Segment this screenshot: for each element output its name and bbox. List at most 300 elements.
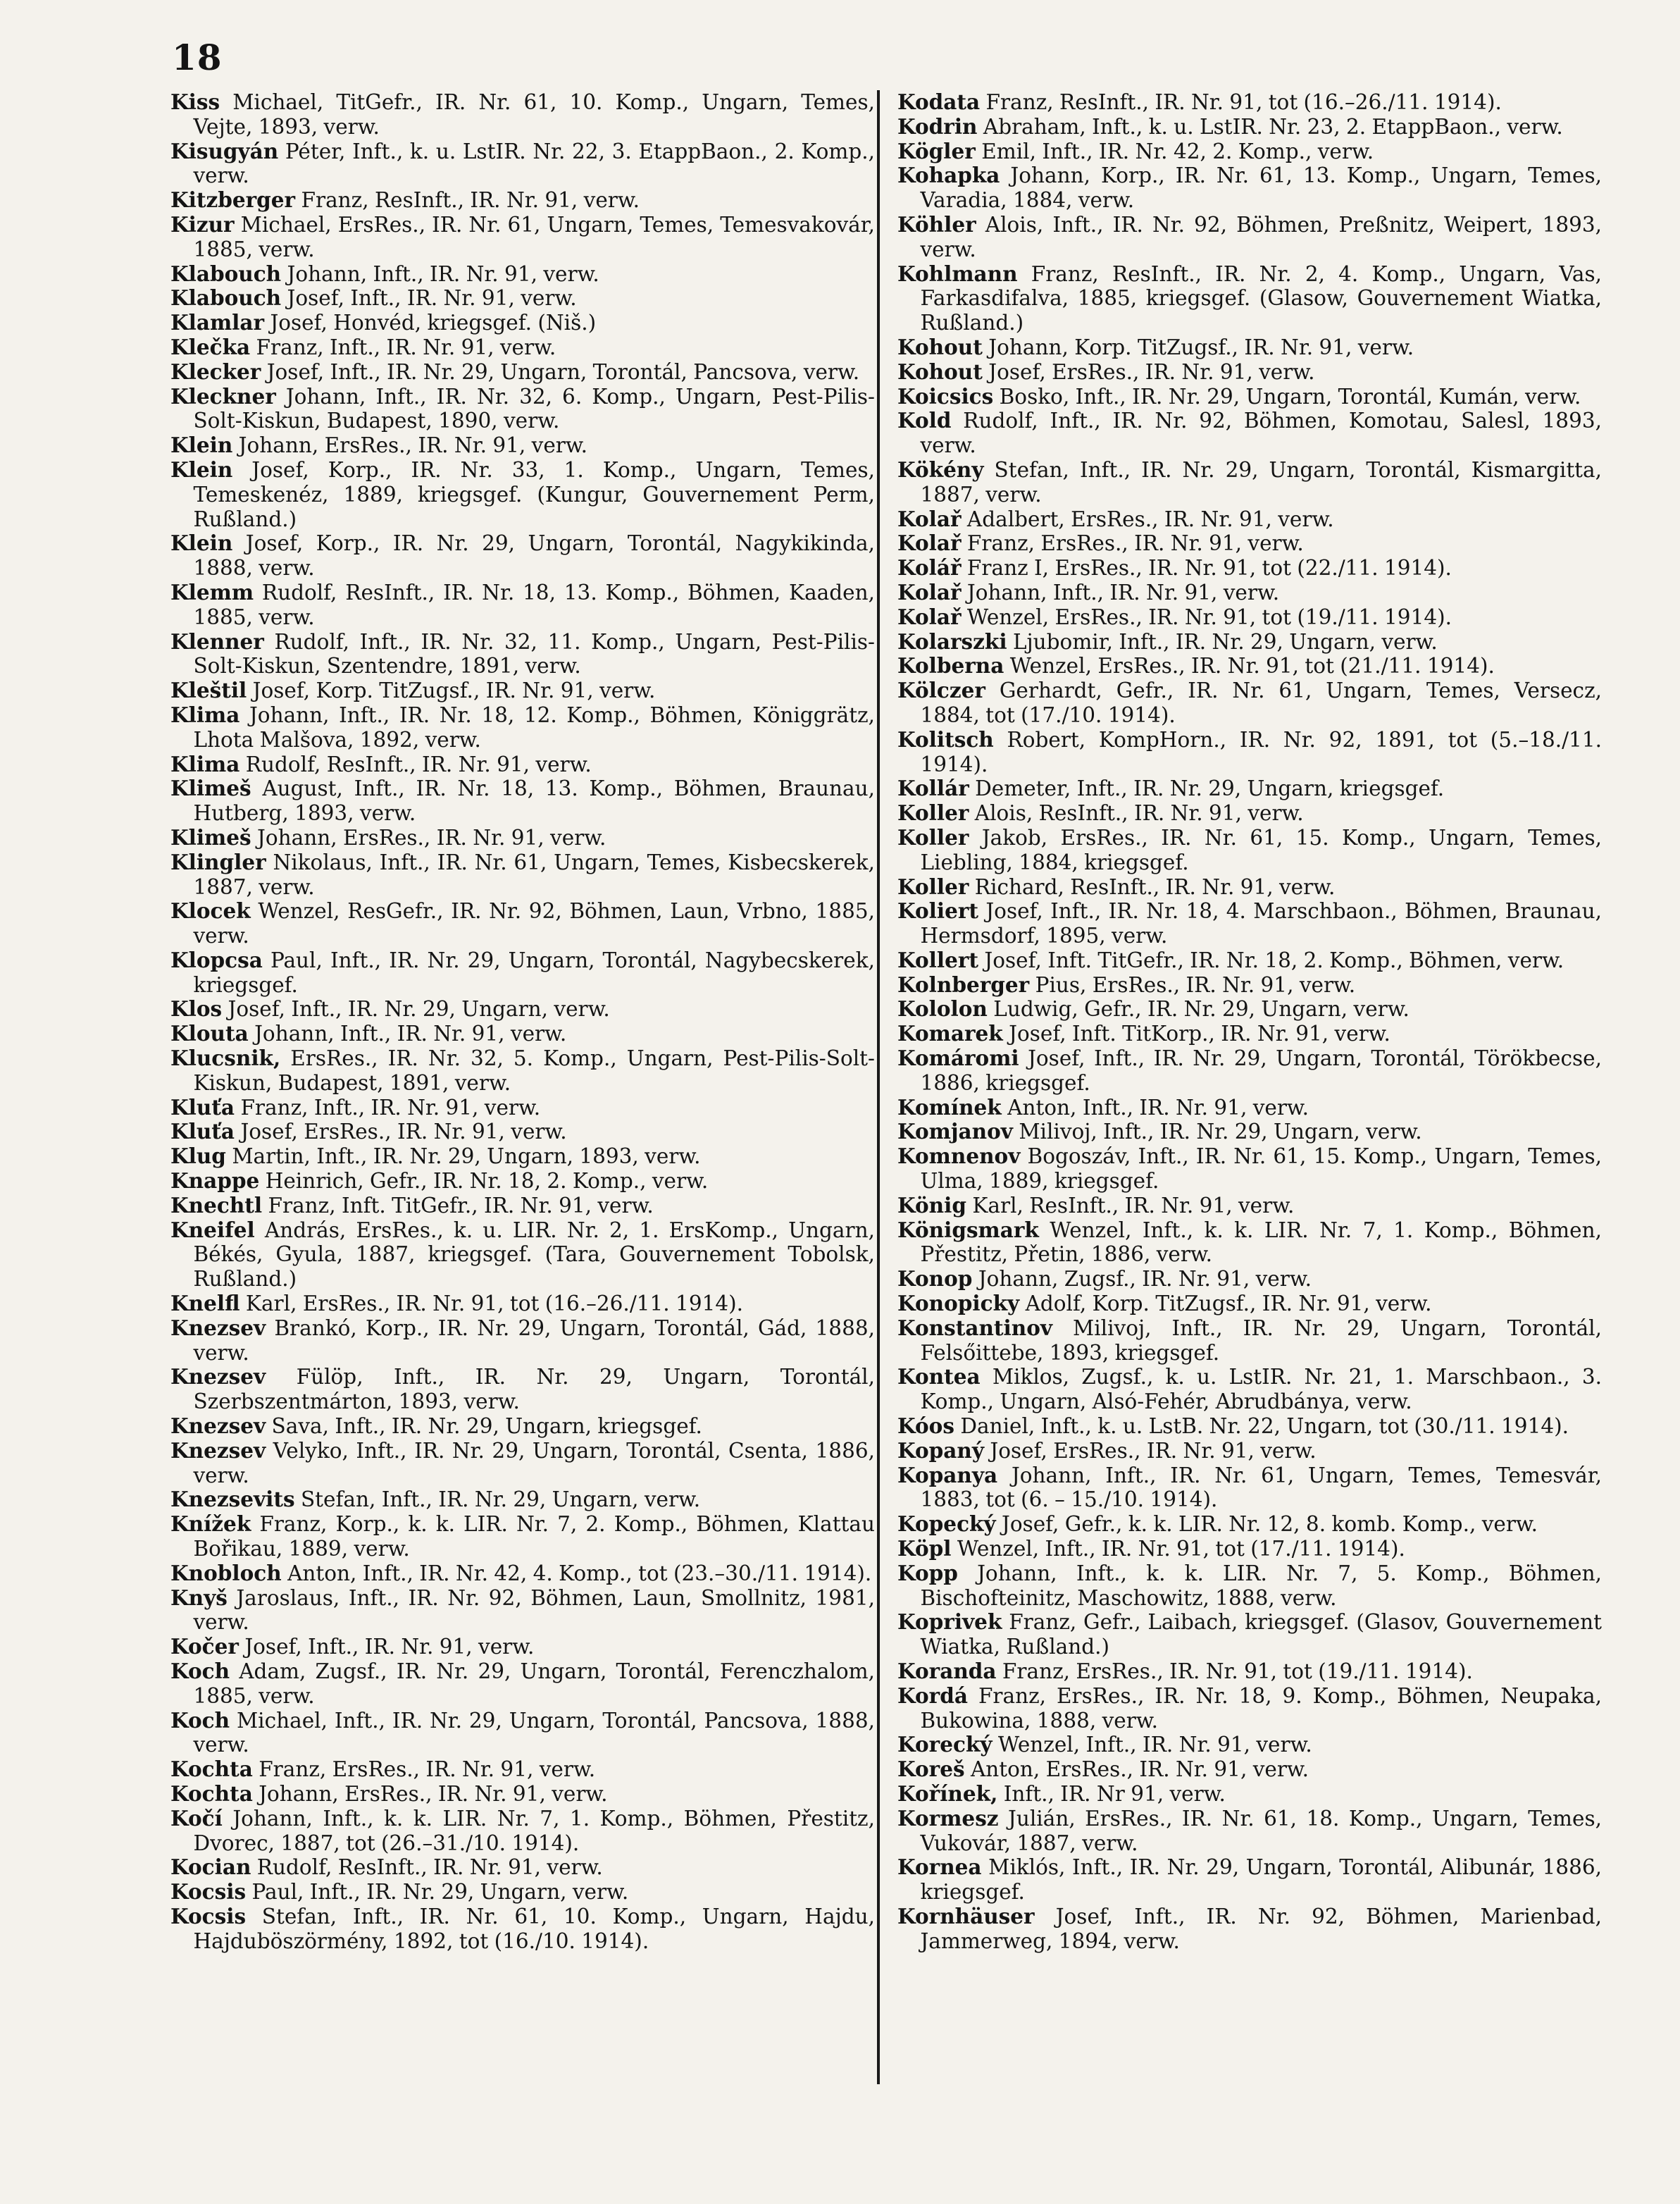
- entry-details: Miklos, Zugsf., k. u. LstIR. Nr. 21, 1. Marschbaon., 3. Komp., Ungarn, Alsó-Fehér, Abrudbánya, verw.: [920, 1365, 1602, 1414]
- list-item: [897, 1782, 1602, 1807]
- list-item: [897, 556, 1602, 581]
- entry-surname: Klima: [170, 751, 240, 776]
- entry-surname: Klos: [170, 996, 223, 1022]
- entry-surname: Knezsev: [170, 1315, 266, 1340]
- list-item: [897, 899, 1602, 948]
- entry-details: Franz, ErsRes., IR. Nr. 18, 9. Komp., Böhmen, Neupaka, Bukowina, 1888, verw.: [920, 1683, 1602, 1733]
- list-item: [170, 1782, 875, 1807]
- list-item: [170, 1316, 875, 1366]
- list-item: [897, 801, 1602, 826]
- entry-details: Johann, Inft., IR. Nr. 91, verw.: [966, 580, 1280, 605]
- entry-surname: Klabouch: [170, 285, 282, 311]
- entry-surname: Klamlar: [170, 310, 265, 335]
- entry-details: Anton, ErsRes., IR. Nr. 91, verw.: [970, 1757, 1309, 1782]
- list-item: [170, 1096, 875, 1120]
- entry-details: Stefan, Inft., IR. Nr. 61, 10. Komp., Ungarn, Hajdu, Hajduböszörmény, 1892, tot (16./10. 1914).: [193, 1904, 875, 1953]
- entry-surname: Klimeš: [170, 824, 251, 850]
- entry-details: Stefan, Inft., IR. Nr. 29, Ungarn, verw.: [300, 1487, 701, 1512]
- entry-surname: Klenner: [170, 629, 264, 654]
- entry-surname: Klemm: [170, 579, 254, 605]
- entry-details: Jaroslaus, Inft., IR. Nr. 92, Böhmen, Laun, Smollnitz, 1981, verw.: [193, 1585, 875, 1635]
- list-item: [897, 385, 1602, 409]
- entry-surname: Klouta: [170, 1021, 249, 1046]
- entry-surname: Kočer: [170, 1634, 239, 1659]
- list-item: [170, 850, 875, 900]
- entry-details: Franz, ResInft., IR. Nr. 91, tot (16.–26./11. 1914).: [985, 90, 1502, 114]
- list-item: [897, 262, 1602, 335]
- entry-details: Josef, Inft. TitGefr., IR. Nr. 18, 2. Komp., Böhmen, verw.: [984, 948, 1564, 972]
- entry-details: Josef, Inft., IR. Nr. 91, verw.: [244, 1635, 535, 1659]
- list-item: [897, 140, 1602, 164]
- entry-surname: König: [897, 1192, 966, 1218]
- entry-details: Josef, Honvéd, kriegsgef. (Niš.): [270, 311, 597, 335]
- entry-details: Alois, Inft., IR. Nr. 92, Böhmen, Preßnitz, Weipert, 1893, verw.: [920, 212, 1602, 261]
- list-item: [897, 948, 1602, 973]
- entry-surname: Kohout: [897, 359, 983, 384]
- entry-details: Rudolf, Inft., IR. Nr. 32, 11. Komp., Ungarn, Pest-Pilis-Solt-Kiskun, Szentendre, 1891, verw.: [193, 629, 875, 679]
- entry-details: Wenzel, ErsRes., IR. Nr. 91, tot (21./11. 1914).: [1009, 654, 1495, 679]
- list-item: [170, 1855, 875, 1880]
- list-item: [170, 140, 875, 189]
- list-item: [170, 433, 875, 458]
- entry-details: Franz I, ErsRes., IR. Nr. 91, tot (22./11. 1914).: [966, 556, 1452, 581]
- entry-details: Robert, KompHorn., IR. Nr. 92, 1891, tot (5.–18./11. 1914).: [920, 727, 1602, 776]
- entry-surname: Kornea: [897, 1855, 982, 1880]
- entry-details: Gerhardt, Gefr., IR. Nr. 61, Ungarn, Temes, Versecz, 1884, tot (17./10. 1914).: [920, 679, 1602, 727]
- entry-details: Nikolaus, Inft., IR. Nr. 61, Ungarn, Temes, Kisbecskerek, 1887, verw.: [193, 850, 875, 899]
- list-item: [897, 1659, 1602, 1684]
- entry-details: Johann, Inft., IR. Nr. 91, verw.: [287, 261, 599, 286]
- entry-surname: Klucsnik,: [170, 1046, 281, 1071]
- entry-surname: Kollár: [897, 776, 969, 801]
- list-item: [897, 679, 1602, 728]
- entry-details: Adam, Zugsf., IR. Nr. 29, Ungarn, Torontál, Ferenczhalom, 1885, verw.: [193, 1659, 875, 1708]
- entry-details: Franz, Inft. TitGefr., IR. Nr. 91, verw.: [268, 1193, 654, 1218]
- entry-details: Anton, Inft., IR. Nr. 91, verw.: [1007, 1095, 1309, 1120]
- entry-surname: Köhler: [897, 211, 976, 237]
- entry-surname: Kopaný: [897, 1437, 984, 1463]
- entry-details: Rudolf, ResInft., IR. Nr. 18, 13. Komp., Böhmen, Kaaden, 1885, verw.: [193, 580, 875, 629]
- list-item: [170, 753, 875, 777]
- entry-details: Josef, Inft., IR. Nr. 92, Böhmen, Marienbad, Jammerweg, 1894, verw.: [920, 1904, 1602, 1953]
- entry-details: Johann, Inft., IR. Nr. 18, 12. Komp., Böhmen, Königgrätz, Lhota Malšova, 1892, verw.: [193, 702, 876, 752]
- list-item: [897, 1365, 1602, 1414]
- entry-details: Franz, Korp., k. k. LIR. Nr. 7, 2. Komp., Böhmen, Klattau Bořikau, 1889, verw.: [193, 1512, 875, 1561]
- entry-details: Johann, Korp., IR. Nr. 61, 13. Komp., Ungarn, Temes, Varadia, 1884, verw.: [920, 163, 1602, 213]
- entry-surname: Knelfl: [170, 1291, 240, 1316]
- entry-details: Fülöp, Inft., IR. Nr. 29, Ungarn, Torontál, Szerbszentmárton, 1893, verw.: [193, 1365, 875, 1414]
- entry-details: Wenzel, Inft., IR. Nr. 91, tot (17./11. 1914).: [957, 1537, 1405, 1561]
- entry-details: Josef, Korp. TitZugsf., IR. Nr. 91, verw.: [252, 679, 656, 703]
- list-item: [170, 630, 875, 679]
- entry-details: Josef, Inft., IR. Nr. 29, Ungarn, verw.: [228, 997, 610, 1022]
- entry-surname: Köpl: [897, 1536, 952, 1561]
- entry-surname: Kiss: [170, 89, 220, 114]
- entry-details: Wenzel, Inft., IR. Nr. 91, verw.: [997, 1733, 1312, 1757]
- entry-details: Milivoj, Inft., IR. Nr. 29, Ungarn, verw.: [1019, 1120, 1422, 1144]
- list-item: [170, 90, 875, 140]
- entry-surname: Kočí: [170, 1805, 223, 1831]
- list-item: [170, 1022, 875, 1046]
- entry-surname: Komarek: [897, 1021, 1003, 1046]
- list-item: [170, 1487, 875, 1512]
- entry-details: Julián, ErsRes., IR. Nr. 61, 18. Komp., Ungarn, Temes, Vukovár, 1887, verw.: [920, 1806, 1602, 1855]
- entry-details: Johann, Inft., IR. Nr. 61, Ungarn, Temes, Temesvár, 1883, tot (6. – 15./10. 1914).: [920, 1463, 1602, 1512]
- list-item: [170, 826, 875, 850]
- entry-surname: Kopp: [897, 1560, 958, 1585]
- entry-surname: Kochta: [170, 1757, 253, 1782]
- list-item: [897, 1096, 1602, 1120]
- entry-surname: Knezsev: [170, 1437, 266, 1463]
- entry-details: András, ErsRes., k. u. LIR. Nr. 2, 1. ErsKomp., Ungarn, Békés, Gyula, 1887, kriegsgef. (Tara, Gouvernement Tobolsk, Rußland.): [193, 1218, 875, 1292]
- entry-details: Abraham, Inft., k. u. LstIR. Nr. 23, 2. EtappBaon., verw.: [983, 114, 1563, 139]
- entry-details: Emil, Inft., IR. Nr. 42, 2. Komp., verw.: [981, 139, 1374, 163]
- entry-surname: Klein: [170, 457, 233, 482]
- entry-surname: Klingler: [170, 849, 266, 874]
- entry-details: Franz, Gefr., Laibach, kriegsgef. (Glasov, Gouvernement Wiatka, Rußland.): [920, 1610, 1602, 1659]
- entry-details: Josef, Korp., IR. Nr. 29, Ungarn, Torontál, Nagykikinda, 1888, verw.: [193, 531, 875, 581]
- page-number: 18: [172, 37, 223, 78]
- list-item: [170, 679, 875, 703]
- entry-details: Anton, Inft., IR. Nr. 42, 4. Komp., tot (23.–30./11. 1914).: [287, 1561, 872, 1585]
- entry-surname: Koicsics: [897, 383, 994, 409]
- entry-details: Karl, ErsRes., IR. Nr. 91, tot (16.–26./11. 1914).: [245, 1292, 744, 1316]
- list-item: [170, 1439, 875, 1488]
- list-item: [170, 1169, 875, 1194]
- entry-surname: Königsmark: [897, 1217, 1039, 1242]
- list-item: [897, 654, 1602, 679]
- right-column: [897, 90, 1602, 1954]
- entry-surname: Kontea: [897, 1364, 981, 1389]
- list-item: [897, 458, 1602, 507]
- entry-surname: Kóos: [897, 1413, 954, 1439]
- list-item: [170, 899, 875, 948]
- entry-details: Johann, Korp. TitZugsf., IR. Nr. 91, verw.: [988, 335, 1414, 359]
- entry-surname: Klein: [170, 531, 233, 556]
- entry-surname: Kohlmann: [897, 261, 1018, 286]
- list-item: [897, 776, 1602, 801]
- list-item: [170, 1586, 875, 1635]
- list-item: [897, 605, 1602, 630]
- entry-surname: Kögler: [897, 138, 976, 163]
- entry-surname: Kolitsch: [897, 726, 994, 752]
- list-item: [897, 1537, 1602, 1561]
- list-item: [170, 1659, 875, 1709]
- entry-surname: Kökény: [897, 457, 984, 482]
- list-item: [897, 531, 1602, 556]
- entry-surname: Koliert: [897, 898, 979, 924]
- entry-details: Jakob, ErsRes., IR. Nr. 61, 15. Komp., Ungarn, Temes, Liebling, 1884, kriegsgef.: [920, 825, 1602, 874]
- entry-surname: Klocek: [170, 898, 251, 924]
- entry-surname: Koller: [897, 874, 969, 899]
- entry-surname: Kodata: [897, 89, 981, 114]
- entry-surname: Kordá: [897, 1683, 968, 1708]
- entry-details: Martin, Inft., IR. Nr. 29, Ungarn, 1893, verw.: [232, 1144, 701, 1169]
- entry-details: Josef, Inft., IR. Nr. 91, verw.: [287, 286, 577, 311]
- list-item: [170, 385, 875, 434]
- entry-surname: Koller: [897, 824, 969, 850]
- entry-details: Alois, ResInft., IR. Nr. 91, verw.: [974, 801, 1304, 826]
- entry-surname: Klabouch: [170, 261, 282, 286]
- entry-surname: Knezsevits: [170, 1487, 295, 1512]
- entry-surname: Konopicky: [897, 1291, 1020, 1316]
- list-item: [897, 360, 1602, 385]
- list-item: [897, 115, 1602, 140]
- list-item: [170, 997, 875, 1022]
- entry-surname: Kolař: [897, 604, 962, 629]
- entry-details: Milivoj, Inft., IR. Nr. 29, Ungarn, Torontál, Felsőittebe, 1893, kriegsgef.: [920, 1315, 1602, 1365]
- list-item: [897, 1733, 1602, 1757]
- entry-details: Adalbert, ErsRes., IR. Nr. 91, verw.: [966, 507, 1334, 531]
- list-item: [170, 1365, 875, 1414]
- entry-surname: Kluťa: [170, 1119, 235, 1144]
- entry-surname: Kohout: [897, 334, 983, 359]
- entry-details: Josef, Korp., IR. Nr. 33, 1. Komp., Ungarn, Temes, Temeskenéz, 1889, kriegsgef. (Kungur, Gouvernement Perm, Rußland.): [193, 457, 875, 531]
- entry-details: Franz, ResInft., IR. Nr. 2, 4. Komp., Ungarn, Vas, Farkasdifalva, 1885, kriegsgef. (Glasow, Gouvernement Wiatka, Rußland.): [920, 261, 1602, 335]
- entry-surname: Komáromi: [897, 1046, 1019, 1071]
- entry-surname: Koprivek: [897, 1609, 1002, 1635]
- entry-surname: Koranda: [897, 1659, 997, 1683]
- list-item: [170, 213, 875, 262]
- list-item: [170, 188, 875, 213]
- entry-surname: Komínek: [897, 1094, 1002, 1120]
- list-item: [897, 875, 1602, 900]
- entry-details: Josef, Inft., IR. Nr. 29, Ungarn, Torontál, Pancsova, verw.: [266, 359, 860, 384]
- entry-surname: Klimeš: [170, 776, 251, 801]
- entry-surname: Komjanov: [897, 1119, 1013, 1144]
- entry-surname: Kocsis: [170, 1903, 247, 1928]
- list-item: [897, 1610, 1602, 1659]
- entry-surname: Klecker: [170, 359, 261, 384]
- entry-surname: Knobloch: [170, 1560, 282, 1585]
- entry-surname: Konop: [897, 1266, 973, 1292]
- entry-details: Michael, TitGefr., IR. Nr. 61, 10. Komp., Ungarn, Temes, Vejte, 1893, verw.: [193, 90, 875, 139]
- entry-details: Josef, Inft., IR. Nr. 18, 4. Marschbaon., Böhmen, Braunau, Hermsdorf, 1895, verw.: [920, 899, 1602, 948]
- list-item: [170, 1807, 875, 1856]
- entry-details: Wenzel, Inft., k. k. LIR. Nr. 7, 1. Komp., Böhmen, Přestitz, Přetin, 1886, verw.: [920, 1218, 1602, 1267]
- entry-details: Franz, ErsRes., IR. Nr. 91, tot (19./11. 1914).: [1002, 1659, 1473, 1683]
- entry-details: August, Inft., IR. Nr. 18, 13. Komp., Böhmen, Braunau, Hutberg, 1893, verw.: [193, 776, 875, 826]
- list-item: [170, 1561, 875, 1586]
- list-item: [170, 311, 875, 335]
- entry-details: Bosko, Inft., IR. Nr. 29, Ungarn, Torontál, Kumán, verw.: [999, 384, 1581, 409]
- list-item: [170, 360, 875, 385]
- entry-surname: Kopanya: [897, 1462, 998, 1487]
- entry-surname: Klug: [170, 1144, 226, 1169]
- list-item: [897, 1439, 1602, 1463]
- entry-details: Rudolf, ResInft., IR. Nr. 91, verw.: [245, 752, 592, 776]
- list-item: [170, 1757, 875, 1782]
- entry-surname: Klein: [170, 433, 233, 458]
- entry-surname: Kolnberger: [897, 972, 1030, 997]
- list-item: [170, 335, 875, 360]
- entry-surname: Kolberna: [897, 653, 1004, 679]
- entry-details: Daniel, Inft., k. u. LstB. Nr. 22, Ungarn, tot (30./11. 1914).: [960, 1414, 1569, 1439]
- entry-details: Inft., IR. Nr 91, verw.: [1003, 1781, 1226, 1806]
- entry-surname: Kold: [897, 408, 952, 433]
- entry-surname: Knechtl: [170, 1192, 263, 1218]
- entry-surname: Klopcsa: [170, 947, 263, 972]
- list-item: [897, 1120, 1602, 1144]
- entry-details: Franz, Inft., IR. Nr. 91, verw.: [240, 1095, 541, 1120]
- entry-surname: Knížek: [170, 1511, 251, 1537]
- list-item: [897, 213, 1602, 262]
- list-item: [897, 1194, 1602, 1218]
- entry-surname: Kocian: [170, 1855, 251, 1880]
- list-item: [170, 703, 875, 753]
- list-item: [897, 728, 1602, 777]
- entry-details: Péter, Inft., k. u. LstIR. Nr. 22, 3. EtappBaon., 2. Komp., verw.: [193, 139, 875, 188]
- list-item: [897, 1022, 1602, 1046]
- entry-details: Johann, Inft., k. k. LIR. Nr. 7, 1. Komp., Böhmen, Přestitz, Dvorec, 1887, tot (26.–31./10. 1914).: [193, 1806, 875, 1855]
- entry-details: Ludwig, Gefr., IR. Nr. 29, Ungarn, verw.: [993, 997, 1410, 1022]
- list-item: [170, 1512, 875, 1561]
- entry-details: Wenzel, ErsRes., IR. Nr. 91, tot (19./11. 1914).: [966, 605, 1452, 629]
- entry-surname: Kluťa: [170, 1094, 235, 1120]
- entry-details: Josef, Inft. TitKorp., IR. Nr. 91, verw.: [1009, 1022, 1390, 1046]
- entry-details: Franz, ErsRes., IR. Nr. 91, verw.: [966, 531, 1304, 556]
- list-item: [897, 163, 1602, 213]
- entry-surname: Kitzberger: [170, 187, 296, 213]
- entry-surname: Kopecký: [897, 1511, 996, 1537]
- entry-details: Rudolf, Inft., IR. Nr. 92, Böhmen, Komotau, Salesl, 1893, verw.: [920, 409, 1602, 458]
- list-item: [897, 1512, 1602, 1537]
- entry-surname: Kolař: [897, 506, 962, 531]
- entry-surname: Kisugyán: [170, 138, 279, 163]
- entry-surname: Konstantinov: [897, 1315, 1053, 1340]
- entry-surname: Korecký: [897, 1732, 993, 1757]
- entry-surname: Kleštil: [170, 678, 247, 703]
- entry-details: Bogoszáv, Inft., IR. Nr. 61, 15. Komp., Ungarn, Temes, Ulma, 1889, kriegsgef.: [920, 1144, 1602, 1194]
- entry-details: ErsRes., IR. Nr. 32, 5. Komp., Ungarn, Pest-Pilis-Solt-Kiskun, Budapest, 1891, verw.: [193, 1046, 875, 1095]
- list-item: [897, 997, 1602, 1022]
- entry-details: Johann, Inft., k. k. LIR. Nr. 7, 5. Komp., Böhmen, Bischofteinitz, Maschowitz, 1888, verw.: [920, 1561, 1602, 1610]
- list-item: [897, 1144, 1602, 1194]
- left-column: [170, 90, 875, 1954]
- entry-details: Johann, Inft., IR. Nr. 91, verw.: [254, 1022, 567, 1046]
- list-item: [897, 409, 1602, 458]
- column-divider: [877, 90, 880, 2084]
- entry-surname: Klima: [170, 702, 240, 727]
- entry-details: Josef, Gefr., k. k. LIR. Nr. 12, 8. komb. Komp., verw.: [1002, 1512, 1538, 1537]
- entry-details: Michael, Inft., IR. Nr. 29, Ungarn, Torontál, Pancsova, 1888, verw.: [193, 1708, 875, 1757]
- list-item: [897, 1218, 1602, 1268]
- list-item: [897, 1316, 1602, 1366]
- entry-surname: Kololon: [897, 996, 988, 1022]
- entry-details: Stefan, Inft., IR. Nr. 29, Ungarn, Torontál, Kismargitta, 1887, verw.: [920, 457, 1602, 507]
- entry-details: Richard, ResInft., IR. Nr. 91, verw.: [974, 874, 1336, 899]
- entry-surname: Kölczer: [897, 678, 985, 703]
- entry-surname: Knyš: [170, 1585, 228, 1610]
- entry-details: Johann, Inft., IR. Nr. 32, 6. Komp., Ungarn, Pest-Pilis-Solt-Kiskun, Budapest, 1890, verw.: [193, 384, 875, 433]
- entry-surname: Kolař: [897, 531, 962, 556]
- entry-surname: Kormesz: [897, 1805, 999, 1831]
- entry-surname: Kizur: [170, 211, 235, 237]
- list-item: [170, 1709, 875, 1758]
- list-item: [170, 262, 875, 287]
- list-item: [170, 286, 875, 311]
- entry-surname: Kollert: [897, 947, 979, 972]
- list-item: [897, 1905, 1602, 1954]
- list-item: [897, 1684, 1602, 1733]
- entry-details: Brankó, Korp., IR. Nr. 29, Ungarn, Torontál, Gád, 1888, verw.: [193, 1315, 875, 1365]
- entry-surname: Kornhäuser: [897, 1903, 1035, 1928]
- entry-surname: Kolarszki: [897, 629, 1007, 654]
- list-item: [170, 1218, 875, 1292]
- list-item: [170, 1046, 875, 1096]
- entry-details: Rudolf, ResInft., IR. Nr. 91, verw.: [256, 1855, 603, 1880]
- entry-surname: Kocsis: [170, 1879, 247, 1905]
- entry-surname: Kneifel: [170, 1217, 255, 1242]
- entry-surname: Kleckner: [170, 383, 276, 409]
- list-item: [897, 90, 1602, 115]
- entry-surname: Knezsev: [170, 1413, 266, 1439]
- list-item: [897, 1292, 1602, 1316]
- entry-surname: Knappe: [170, 1168, 260, 1194]
- entry-surname: Koch: [170, 1707, 230, 1733]
- entry-surname: Koller: [897, 800, 969, 826]
- entry-details: Wenzel, ResGefr., IR. Nr. 92, Böhmen, Laun, Vrbno, 1885, verw.: [193, 899, 875, 948]
- list-item: [897, 1561, 1602, 1611]
- entry-details: Adolf, Korp. TitZugsf., IR. Nr. 91, verw.: [1025, 1292, 1432, 1316]
- entry-surname: Knezsev: [170, 1364, 266, 1389]
- entry-surname: Klečka: [170, 334, 251, 359]
- list-item: [170, 458, 875, 531]
- entry-surname: Kořínek,: [897, 1781, 998, 1806]
- list-item: [170, 1635, 875, 1659]
- entry-details: Paul, Inft., IR. Nr. 29, Ungarn, Torontál, Nagybecskerek, kriegsgef.: [193, 948, 875, 997]
- list-item: [897, 335, 1602, 360]
- entry-details: Velyko, Inft., IR. Nr. 29, Ungarn, Torontál, Csenta, 1886, verw.: [193, 1438, 875, 1487]
- list-item: [170, 1292, 875, 1316]
- list-item: [170, 1880, 875, 1905]
- entry-details: Sava, Inft., IR. Nr. 29, Ungarn, kriegsgef.: [271, 1414, 702, 1439]
- entry-details: Franz, Inft., IR. Nr. 91, verw.: [256, 335, 556, 359]
- list-item: [170, 531, 875, 581]
- entry-surname: Koreš: [897, 1757, 965, 1782]
- entry-details: Johann, Zugsf., IR. Nr. 91, verw.: [978, 1267, 1312, 1292]
- entry-surname: Kolář: [897, 555, 962, 581]
- list-item: [897, 1855, 1602, 1905]
- list-item: [170, 948, 875, 998]
- entry-surname: Kolař: [897, 579, 962, 605]
- entry-surname: Kodrin: [897, 113, 978, 139]
- entry-details: Ljubomir, Inft., IR. Nr. 29, Ungarn, verw.: [1012, 629, 1438, 654]
- list-item: [897, 630, 1602, 655]
- list-item: [897, 1046, 1602, 1096]
- list-item: [897, 973, 1602, 998]
- entry-details: Heinrich, Gefr., IR. Nr. 18, 2. Komp., verw.: [265, 1169, 709, 1194]
- list-item: [170, 776, 875, 826]
- entry-surname: Kohapka: [897, 163, 1000, 188]
- entry-details: Michael, ErsRes., IR. Nr. 61, Ungarn, Temes, Temesvakovár, 1885, verw.: [193, 212, 875, 261]
- entry-details: Josef, Inft., IR. Nr. 29, Ungarn, Torontál, Törökbecse, 1886, kriegsgef.: [920, 1046, 1602, 1095]
- list-item: [170, 1414, 875, 1439]
- entry-details: Josef, ErsRes., IR. Nr. 91, verw.: [240, 1120, 567, 1144]
- list-item: [170, 1120, 875, 1144]
- list-item: [170, 1905, 875, 1954]
- entry-details: Karl, ResInft., IR. Nr. 91, verw.: [972, 1193, 1295, 1218]
- list-item: [897, 826, 1602, 875]
- entry-details: Miklós, Inft., IR. Nr. 29, Ungarn, Torontál, Alibunár, 1886, kriegsgef.: [920, 1855, 1602, 1905]
- entry-details: Franz, ErsRes., IR. Nr. 91, verw.: [259, 1757, 596, 1782]
- list-item: [897, 581, 1602, 605]
- entry-surname: Koch: [170, 1659, 230, 1683]
- entry-details: Josef, ErsRes., IR. Nr. 91, verw.: [988, 359, 1315, 384]
- entry-details: Johann, ErsRes., IR. Nr. 91, verw.: [257, 825, 606, 850]
- list-item: [897, 1463, 1602, 1513]
- list-item: [897, 507, 1602, 532]
